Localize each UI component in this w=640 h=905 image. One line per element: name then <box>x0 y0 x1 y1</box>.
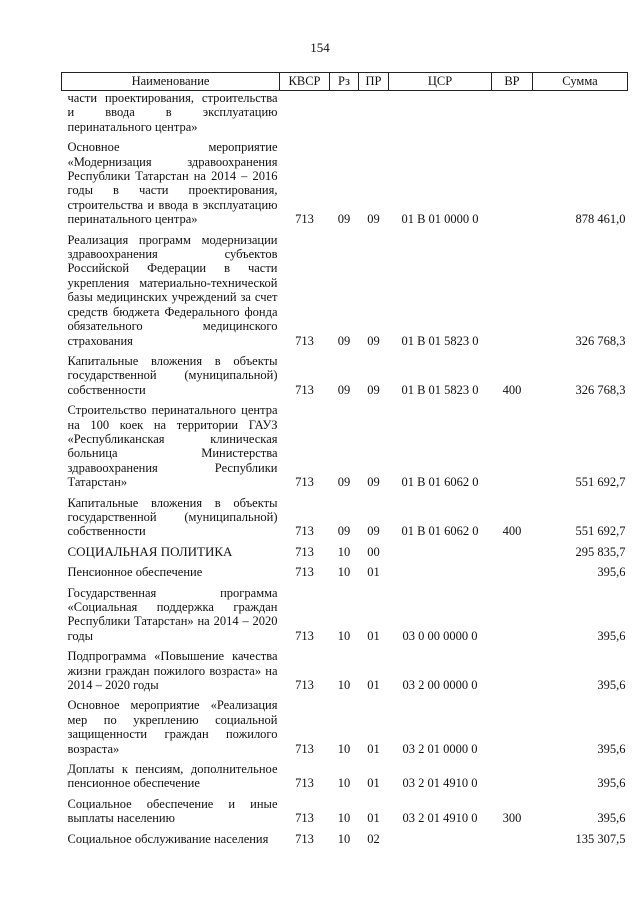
name-cell: Строительство перинатального центра на 100 коек на территории ГАУЗ «Республиканская клиническая больница Министерства здравоохранения Республики Татарстан» <box>67 403 278 490</box>
name-cell: СОЦИАЛЬНАЯ ПОЛИТИКА <box>67 543 233 559</box>
vr-cell: 400 <box>502 524 522 539</box>
table-row <box>62 698 628 762</box>
pr-cell: 01 <box>367 776 380 791</box>
vr-cell: 300 <box>502 811 522 826</box>
rz-cell: 09 <box>337 333 351 348</box>
header-name: Наименование <box>62 73 280 91</box>
kvsr-cell: 713 <box>295 524 314 539</box>
csr-cell: 03 2 00 0000 0 <box>402 678 478 693</box>
kvsr-cell: 713 <box>295 831 314 846</box>
vr-cell <box>492 140 533 232</box>
table-row <box>62 140 628 232</box>
vr-cell <box>492 832 533 852</box>
csr-cell: 01 В 01 0000 0 <box>401 212 479 227</box>
header-csr: ЦСР <box>389 73 492 91</box>
kvsr-cell: 713 <box>295 333 314 348</box>
budget-table <box>61 72 628 852</box>
kvsr-cell: 713 <box>295 382 314 397</box>
table-row <box>62 496 628 545</box>
pr-cell: 09 <box>367 475 380 490</box>
table-row <box>62 586 628 650</box>
pr-cell: 01 <box>367 678 380 693</box>
rz-cell: 10 <box>337 678 351 693</box>
sum-cell: 878 461,0 <box>575 212 626 227</box>
table-row <box>62 565 628 585</box>
table-header <box>62 73 628 91</box>
csr-cell: 01 В 01 5823 0 <box>401 382 479 397</box>
pr-cell: 02 <box>367 831 380 846</box>
sum-cell: 395,6 <box>597 678 626 693</box>
name-cell: Реализация программ модернизации здравоохранения субъектов Российской Федерации в части укрепления материально-технической базы медицинских учреждений за счет средств бюджета Федерального фонда обязательного медицинского страхования <box>67 232 278 348</box>
header-vr: ВР <box>492 73 533 91</box>
pr-cell: 01 <box>367 741 380 756</box>
rz-cell: 10 <box>337 628 351 643</box>
name-cell: Основное мероприятие «Реализация мер по укреплению социальной защищенности граждан пожилого возраста» <box>67 698 278 756</box>
sum-cell: 395,6 <box>597 811 626 826</box>
table-row <box>62 545 628 565</box>
table-row <box>62 233 628 354</box>
pr-cell: 09 <box>367 333 380 348</box>
vr-cell <box>492 698 533 762</box>
pr-cell: 09 <box>367 212 380 227</box>
vr-cell: 400 <box>502 382 522 397</box>
header-pr: ПР <box>359 73 389 91</box>
vr-cell <box>492 586 533 650</box>
sum-cell: 326 768,3 <box>575 333 626 348</box>
name-cell: Государственная программа «Социальная поддержка граждан Республики Татарстан» на 2014 – 2020 годы <box>67 585 278 643</box>
rz-cell: 09 <box>337 382 351 397</box>
name-cell: Основное мероприятие «Модернизация здравоохранения Республики Татарстан на 2014 – 2016 годы в части проектирования, строительства и ввода в эксплуатацию перинатального центра» <box>67 140 278 227</box>
rz-cell: 09 <box>337 475 351 490</box>
kvsr-cell: 713 <box>295 811 314 826</box>
kvsr-cell: 713 <box>295 678 314 693</box>
pr-cell: 09 <box>367 382 380 397</box>
vr-cell <box>492 762 533 797</box>
table-row <box>62 832 628 852</box>
rz-cell: 10 <box>337 544 351 559</box>
csr-cell: 03 2 01 4910 0 <box>402 811 478 826</box>
sum-cell: 395,6 <box>597 741 626 756</box>
name-cell: Капитальные вложения в объекты государственной (муниципальной) собственности <box>67 495 278 539</box>
name-cell: Социальное обеспечение и иные выплаты населению <box>67 796 278 826</box>
page-number: 154 <box>310 40 330 55</box>
header-row <box>62 73 628 91</box>
table-body <box>62 91 628 853</box>
vr-cell <box>492 233 533 354</box>
csr-cell: 03 2 01 4910 0 <box>402 776 478 791</box>
kvsr-cell: 713 <box>295 776 314 791</box>
rz-cell: 09 <box>337 524 351 539</box>
table-row <box>62 762 628 797</box>
kvsr-cell: 713 <box>295 475 314 490</box>
rz-cell: 10 <box>337 565 351 580</box>
csr-cell: 01 В 01 6062 0 <box>401 475 479 490</box>
rz-cell: 10 <box>337 811 351 826</box>
vr-cell <box>492 545 533 565</box>
table-row <box>62 354 628 403</box>
pr-cell: 01 <box>367 811 380 826</box>
csr-cell <box>389 545 492 565</box>
name-cell: части проектирования, строительства и ввода в эксплуатацию перинатального центра» <box>67 91 278 134</box>
csr-cell: 03 2 01 0000 0 <box>402 741 478 756</box>
vr-cell <box>492 565 533 585</box>
pr-cell: 09 <box>367 524 380 539</box>
table-row <box>62 797 628 832</box>
sum-cell: 135 307,5 <box>575 831 626 846</box>
pr-cell: 01 <box>367 628 380 643</box>
csr-cell: 03 0 00 0000 0 <box>402 628 478 643</box>
sum-cell: 395,6 <box>597 628 626 643</box>
table-row <box>62 91 628 141</box>
name-cell: Доплаты к пенсиям, дополнительное пенсионное обеспечение <box>67 762 278 791</box>
vr-cell <box>492 649 533 698</box>
sum-cell: 551 692,7 <box>575 524 626 539</box>
vr-cell <box>492 91 533 141</box>
name-cell: Капитальные вложения в объекты государственной (муниципальной) собственности <box>67 353 278 397</box>
sum-cell: 326 768,3 <box>575 382 626 397</box>
csr-cell <box>389 565 492 585</box>
rz-cell: 10 <box>337 831 351 846</box>
rz-cell <box>330 91 359 141</box>
pr-cell <box>359 91 389 141</box>
table-row <box>62 403 628 495</box>
vr-cell <box>492 403 533 495</box>
sum-cell: 295 835,7 <box>575 544 626 559</box>
kvsr-cell: 713 <box>295 544 314 559</box>
header-sum: Сумма <box>533 73 628 91</box>
sum-cell: 551 692,7 <box>575 475 626 490</box>
csr-cell <box>389 832 492 852</box>
kvsr-cell: 713 <box>295 628 314 643</box>
rz-cell: 10 <box>337 776 351 791</box>
kvsr-cell <box>280 91 330 141</box>
sum-cell: 395,6 <box>597 776 626 791</box>
rz-cell: 09 <box>337 212 351 227</box>
kvsr-cell: 713 <box>295 212 314 227</box>
name-cell: Социальное обслуживание населения <box>67 831 269 846</box>
sum-cell: 395,6 <box>597 565 626 580</box>
name-cell: Подпрограмма «Повышение качества жизни граждан пожилого возраста» на 2014 – 2020 годы <box>67 649 278 693</box>
sum-cell <box>533 91 628 141</box>
pr-cell: 01 <box>367 565 380 580</box>
name-cell: Пенсионное обеспечение <box>67 565 203 580</box>
csr-cell: 01 В 01 5823 0 <box>401 333 479 348</box>
rz-cell: 10 <box>337 741 351 756</box>
csr-cell <box>389 91 492 141</box>
table-row <box>62 649 628 698</box>
csr-cell: 01 В 01 6062 0 <box>401 524 479 539</box>
kvsr-cell: 713 <box>295 741 314 756</box>
pr-cell: 00 <box>367 544 380 559</box>
header-kvsr: КВСР <box>280 73 330 91</box>
kvsr-cell: 713 <box>295 565 314 580</box>
header-rz: Рз <box>330 73 359 91</box>
